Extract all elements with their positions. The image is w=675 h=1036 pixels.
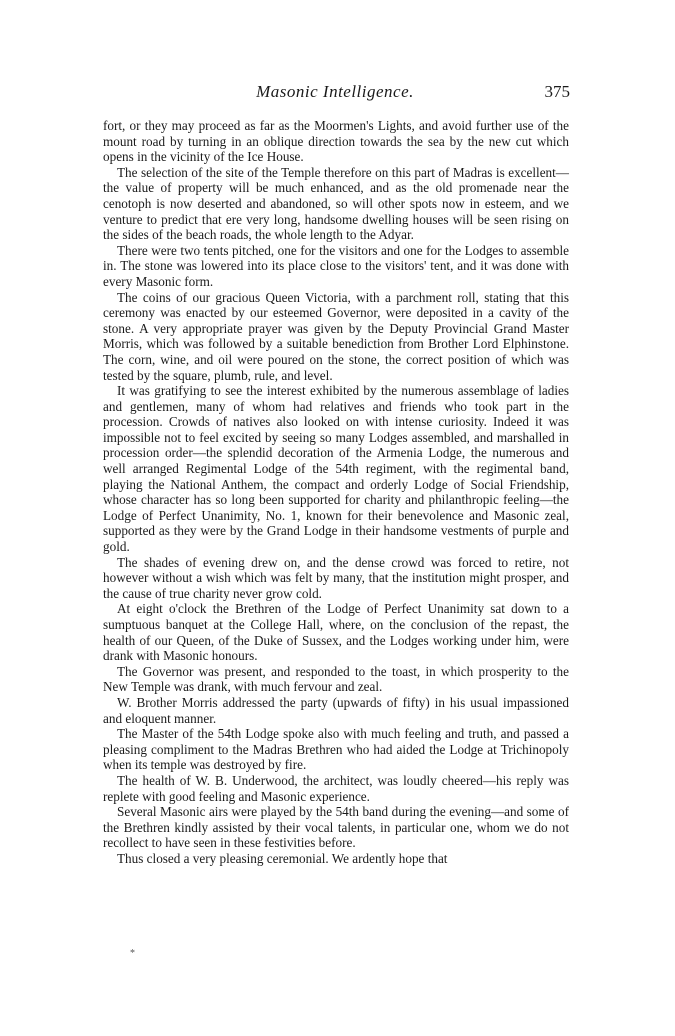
running-title: Masonic Intelligence. xyxy=(256,82,414,101)
paragraph: There were two tents pitched, one for the visitors and one for the Lodges to assemble in. The stone was lowered into its place close to the visitors' tent, and it was done with every Masonic form. xyxy=(103,242,569,289)
page-number: 375 xyxy=(544,82,570,101)
paragraph: The selection of the site of the Temple therefore on this part of Madras is excellent—the value of property will be much enhanced, and as the old promenade near the cenotoph is now deserted and abandoned, so will other spots now in esteem, and we venture to predict that ere very long, handsome dwelling houses will be seen rising on the sides of the beach roads, the whole length to the Adyar. xyxy=(103,164,569,243)
paragraph: The Governor was present, and responded to the toast, in which prosperity to the New Temple was drank, with much fervour and zeal. xyxy=(103,663,569,695)
paragraph: The shades of evening drew on, and the dense crowd was forced to retire, not however without a wish which was felt by many, that the institution might prosper, and the cause of true charity never grow cold. xyxy=(103,554,569,601)
paragraph: Thus closed a very pleasing ceremonial. We ardently hope that xyxy=(117,850,448,866)
article-body xyxy=(103,118,569,867)
page-header xyxy=(100,82,570,108)
paragraph: The coins of our gracious Queen Victoria, with a parchment roll, stating that this ceremony was enacted by our esteemed Governor, were deposited in a cavity of the stone. A very appropriate prayer was given by the Deputy Provincial Grand Master Morris, which was followed by a suitable benediction from Brother Lord Elphinstone. The corn, wine, and oil were poured on the stone, the correct position of which was tested by the square, plumb, rule, and level. xyxy=(103,289,569,383)
signature-mark: * xyxy=(130,948,135,959)
paragraph: It was gratifying to see the interest exhibited by the numerous assemblage of ladies and gentlemen, many of whom had relatives and friends who took part in the procession. Crowds of natives also looked on with intense curiosity. Indeed it was impossible not to feel excited by seeing so many Lodges assembled, and marshalled in procession order—the splendid decoration of the Armenia Lodge, the numerous and well arranged Regimental Lodge of the 54th regiment, with the regimental band, playing the National Anthem, the compact and orderly Lodge of Social Friendship, whose character has so long been supported for charity and philanthropic feeling—the Lodge of Perfect Unanimity, No. 1, known for their benevolence and Masonic zeal, supported as they were by the Grand Lodge in their handsome vestments of purple and gold. xyxy=(103,383,569,555)
paragraph: The health of W. B. Underwood, the architect, was loudly cheered—his reply was replete with good feeling and Masonic experience. xyxy=(103,772,569,804)
paragraph: W. Brother Morris addressed the party (upwards of fifty) in his usual impassioned and eloquent manner. xyxy=(103,694,569,726)
paragraph: At eight o'clock the Brethren of the Lodge of Perfect Unanimity sat down to a sumptuous banquet at the College Hall, where, on the conclusion of the repast, the health of our Queen, of the Duke of Sussex, and the Lodges working under him, were drank with Masonic honours. xyxy=(103,601,569,664)
paragraph: Several Masonic airs were played by the 54th band during the evening—and some of the Brethren kindly assisted by their vocal talents, in particular one, whom we do not recollect to have seen in these festivities before. xyxy=(103,804,569,851)
paragraph: The Master of the 54th Lodge spoke also with much feeling and truth, and passed a pleasing compliment to the Madras Brethren who had aided the Lodge at Trichinopoly when its temple was destroyed by fire. xyxy=(103,726,569,773)
paragraph: fort, or they may proceed as far as the Moormen's Lights, and avoid further use of the mount road by turning in an oblique direction towards the sea by the new cut which opens in the vicinity of the Ice House. xyxy=(103,118,569,165)
